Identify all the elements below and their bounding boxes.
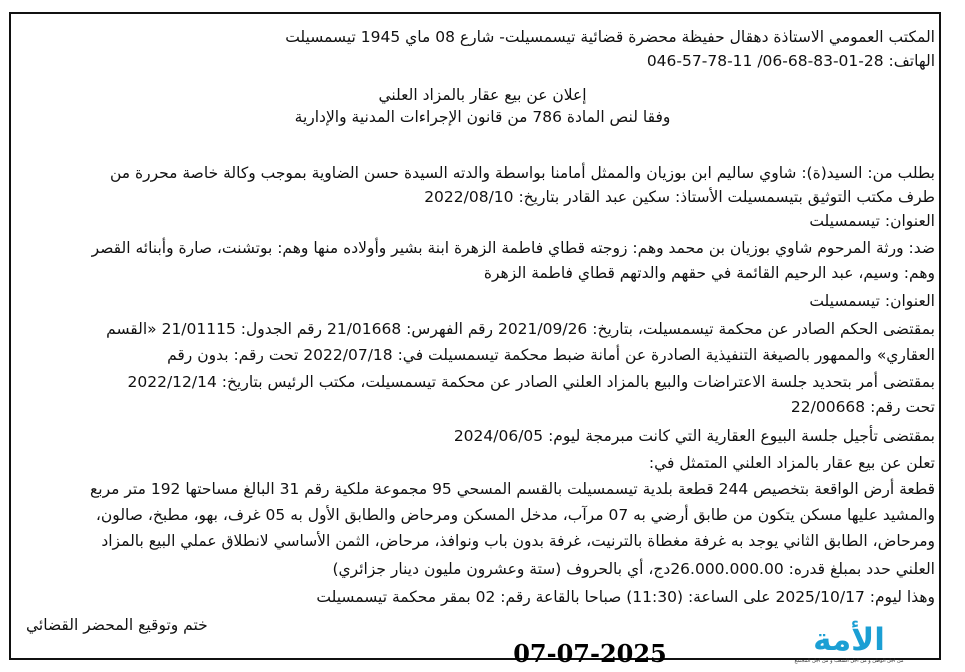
legal-basis: وفقا لنص المادة 786 من قانون الإجراءات المدنية والإدارية bbox=[294, 108, 671, 126]
body-line: العلني حدد بمبلغ قدره: 26.000.000.00دج، أي بالحروف (ستة وعشرون مليون دينار جزائري) bbox=[332, 560, 935, 578]
signature-line: ختم وتوقيع المحضر القضائي bbox=[26, 616, 208, 634]
announcement-title: إعلان عن بيع عقار بالمزاد العلني bbox=[378, 86, 587, 104]
body-line: بمقتضى تأجيل جلسة البيوع العقارية التي كانت مبرمجة ليوم: 2024/06/05 bbox=[453, 427, 935, 445]
body-line: العنوان: تيسمسيلت bbox=[809, 212, 935, 230]
body-line: العقاري» والممهور بالصيغة التنفيذية الصادرة عن أمانة ضبط محكمة تيسمسيلت في: 2022/07/18 تحت رقم: بدون رقم bbox=[167, 346, 935, 364]
office-header: المكتب العمومي الاستاذة دهقال حفيظة محضرة قضائية تيسمسيلت- شارع 08 ماي 1945 تيسمسيلت bbox=[285, 28, 935, 46]
body-line: بمقتضى أمر بتحديد جلسة الاعتراضات والبيع بالمزاد العلني الصادر عن محكمة تيسمسيلت، مكتب الرئيس بتاريخ: 2022/12/14 bbox=[127, 373, 935, 391]
body-line: بطلب من: السيد(ة): شاوي ساليم ابن بوزيان والممثل أمامنا بواسطة والدته السيدة حسن الضاوية بموجب وكالة خاصة محررة من bbox=[109, 164, 935, 182]
publication-date: 07-07-2025 bbox=[513, 639, 667, 668]
body-line: قطعة أرض الواقعة بتخصيص 244 قطعة بلدية تيسمسيلت بالقسم المسحي 95 مجموعة ملكية رقم 31 البالغ مساحتها 192 متر مربع bbox=[90, 480, 935, 498]
body-line: وهم: وسيم، عبد الرحيم القائمة في حقهم والدتهم قطاي فاطمة الزهرة bbox=[483, 264, 935, 282]
body-line: ومرحاض، الطابق الثاني يوجد به غرفة مغطاة بالترنيت، غرفة بدون باب ونوافذ، مرحاض، الثمن الأساسي لانطلاق عملي البيع بالمزاد bbox=[101, 532, 935, 550]
body-line: والمشيد عليها مسكن يتكون من طابق أرضي به 07 مرآب، مدخل المسكن ومرحاض والطابق الأول به 05 غرف، بهو، مطبخ، صالون، bbox=[95, 506, 935, 524]
body-line: تحت رقم: 22/00668 bbox=[790, 398, 935, 416]
body-line: طرف مكتب التوثيق بتيسمسيلت الأستاذ: سكين عبد القادر بتاريخ: 2022/08/10 bbox=[424, 188, 935, 206]
body-line: وهذا ليوم: 2025/10/17 على الساعة: (11:30) صباحا بالقاعة رقم: 02 بمقر محكمة تيسمسيلت bbox=[316, 588, 935, 606]
logo-name: الأمة bbox=[813, 622, 885, 658]
logo-tagline: من أجل الوطن و من أجل الشعب و من أجل المجتمع bbox=[794, 658, 904, 664]
body-line: تعلن عن بيع عقار بالمزاد العلني المتمثل في: bbox=[648, 454, 935, 472]
body-line: العنوان: تيسمسيلت bbox=[809, 292, 935, 310]
newspaper-logo bbox=[783, 624, 915, 664]
body-line: ضد: ورثة المرحوم شاوي بوزيان بن محمد وهم: زوجته قطاي فاطمة الزهرة ابنة بشير وأولاده منها وهم: بوتشنت، صارة وأبنائه القصر bbox=[91, 239, 935, 257]
body-line: بمقتضى الحكم الصادر عن محكمة تيسمسيلت، بتاريخ: 2021/09/26 رقم الفهرس: 21/01668 رقم الجدول: 21/01115 «القسم bbox=[106, 320, 935, 338]
phone-line: الهاتف: 28-01-83-68-06/ 11-78-57-046 bbox=[646, 52, 935, 70]
